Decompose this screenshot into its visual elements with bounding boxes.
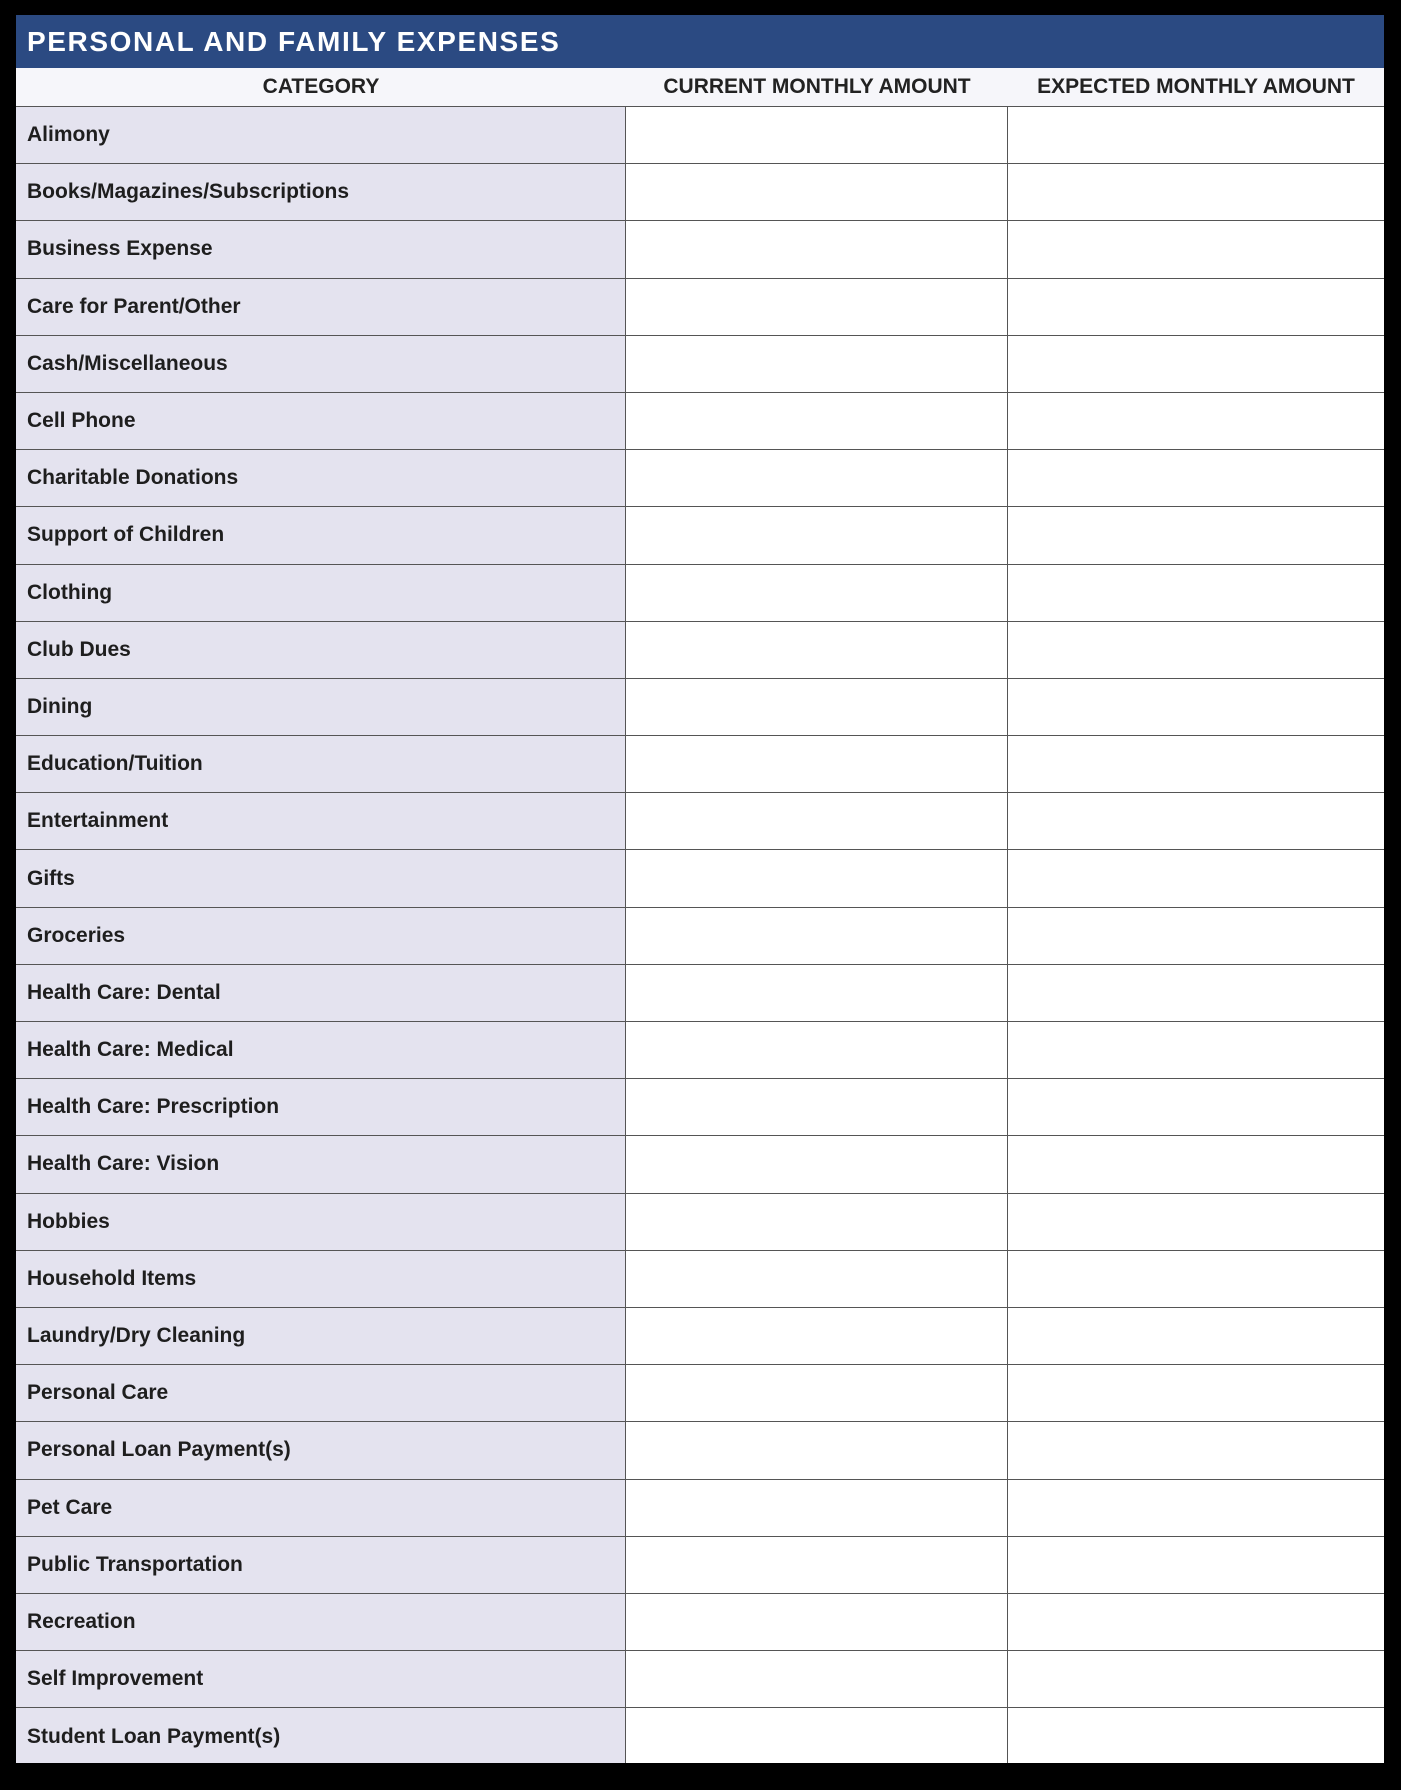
- expense-worksheet: [16, 15, 1384, 1763]
- expected-monthly-amount-cell[interactable]: [1008, 679, 1384, 735]
- current-monthly-amount-cell[interactable]: [626, 1194, 1008, 1250]
- category-label: Recreation: [16, 1594, 626, 1650]
- category-label: Club Dues: [16, 622, 626, 678]
- expected-monthly-amount-cell[interactable]: [1008, 793, 1384, 849]
- table-row: [16, 1022, 1384, 1079]
- category-label: Support of Children: [16, 507, 626, 563]
- expected-monthly-amount-cell[interactable]: [1008, 279, 1384, 335]
- expected-monthly-amount-cell[interactable]: [1008, 1422, 1384, 1478]
- expected-monthly-amount-cell[interactable]: [1008, 1365, 1384, 1421]
- table-row: [16, 965, 1384, 1022]
- category-label: Cell Phone: [16, 393, 626, 449]
- category-label: Laundry/Dry Cleaning: [16, 1308, 626, 1364]
- table-row: [16, 1651, 1384, 1708]
- expected-monthly-amount-cell[interactable]: [1008, 908, 1384, 964]
- table-row: [16, 622, 1384, 679]
- current-monthly-amount-cell[interactable]: [626, 1022, 1008, 1078]
- current-monthly-amount-cell[interactable]: [626, 393, 1008, 449]
- expected-monthly-amount-cell[interactable]: [1008, 736, 1384, 792]
- current-monthly-amount-cell[interactable]: [626, 450, 1008, 506]
- current-monthly-amount-cell[interactable]: [626, 1365, 1008, 1421]
- category-label: Dining: [16, 679, 626, 735]
- table-body: [16, 107, 1384, 1763]
- expected-monthly-amount-cell[interactable]: [1008, 622, 1384, 678]
- category-label: Clothing: [16, 565, 626, 621]
- page-title: PERSONAL AND FAMILY EXPENSES: [27, 25, 561, 57]
- current-monthly-amount-cell[interactable]: [626, 1651, 1008, 1707]
- current-monthly-amount-cell[interactable]: [626, 736, 1008, 792]
- category-label: Gifts: [16, 850, 626, 906]
- table-row: [16, 164, 1384, 221]
- table-row: [16, 1594, 1384, 1651]
- category-label: Cash/Miscellaneous: [16, 336, 626, 392]
- table-row: [16, 107, 1384, 164]
- category-label: Books/Magazines/Subscriptions: [16, 164, 626, 220]
- current-monthly-amount-cell[interactable]: [626, 1136, 1008, 1192]
- expected-monthly-amount-cell[interactable]: [1008, 965, 1384, 1021]
- expected-monthly-amount-cell[interactable]: [1008, 1079, 1384, 1135]
- current-monthly-amount-cell[interactable]: [626, 336, 1008, 392]
- category-label: Health Care: Vision: [16, 1136, 626, 1192]
- current-monthly-amount-cell[interactable]: [626, 965, 1008, 1021]
- table-row: [16, 1708, 1384, 1763]
- table-row: [16, 850, 1384, 907]
- table-row: [16, 1194, 1384, 1251]
- column-header-expected-monthly-amount: EXPECTED MONTHLY AMOUNT: [1037, 75, 1355, 98]
- expected-monthly-amount-cell[interactable]: [1008, 1251, 1384, 1307]
- expected-monthly-amount-cell[interactable]: [1008, 1708, 1384, 1763]
- table-row: [16, 908, 1384, 965]
- expected-monthly-amount-cell[interactable]: [1008, 164, 1384, 220]
- category-label: Health Care: Medical: [16, 1022, 626, 1078]
- table-row: [16, 1136, 1384, 1193]
- table-row: [16, 793, 1384, 850]
- current-monthly-amount-cell[interactable]: [626, 1308, 1008, 1364]
- expected-monthly-amount-cell[interactable]: [1008, 850, 1384, 906]
- current-monthly-amount-cell[interactable]: [626, 850, 1008, 906]
- expected-monthly-amount-cell[interactable]: [1008, 107, 1384, 163]
- category-label: Self Improvement: [16, 1651, 626, 1707]
- table-row: [16, 1079, 1384, 1136]
- expected-monthly-amount-cell[interactable]: [1008, 393, 1384, 449]
- current-monthly-amount-cell[interactable]: [626, 1079, 1008, 1135]
- expected-monthly-amount-cell[interactable]: [1008, 1022, 1384, 1078]
- category-label: Care for Parent/Other: [16, 279, 626, 335]
- expected-monthly-amount-cell[interactable]: [1008, 336, 1384, 392]
- current-monthly-amount-cell[interactable]: [626, 221, 1008, 277]
- category-label: Health Care: Prescription: [16, 1079, 626, 1135]
- category-label: Charitable Donations: [16, 450, 626, 506]
- table-row: [16, 450, 1384, 507]
- category-label: Public Transportation: [16, 1537, 626, 1593]
- current-monthly-amount-cell[interactable]: [626, 107, 1008, 163]
- current-monthly-amount-cell[interactable]: [626, 793, 1008, 849]
- table-row: [16, 1537, 1384, 1594]
- expected-monthly-amount-cell[interactable]: [1008, 1651, 1384, 1707]
- category-label: Household Items: [16, 1251, 626, 1307]
- expected-monthly-amount-cell[interactable]: [1008, 565, 1384, 621]
- table-row: [16, 679, 1384, 736]
- table-header: [16, 68, 1384, 107]
- current-monthly-amount-cell[interactable]: [626, 164, 1008, 220]
- table-row: [16, 565, 1384, 622]
- current-monthly-amount-cell[interactable]: [626, 679, 1008, 735]
- table-row: [16, 1422, 1384, 1479]
- table-row: [16, 507, 1384, 564]
- table-row: [16, 1308, 1384, 1365]
- category-label: Entertainment: [16, 793, 626, 849]
- expected-monthly-amount-cell[interactable]: [1008, 450, 1384, 506]
- expected-monthly-amount-cell[interactable]: [1008, 1136, 1384, 1192]
- current-monthly-amount-cell[interactable]: [626, 1422, 1008, 1478]
- current-monthly-amount-cell[interactable]: [626, 1708, 1008, 1763]
- table-row: [16, 1480, 1384, 1537]
- current-monthly-amount-cell[interactable]: [626, 622, 1008, 678]
- current-monthly-amount-cell[interactable]: [626, 565, 1008, 621]
- category-label: Health Care: Dental: [16, 965, 626, 1021]
- current-monthly-amount-cell[interactable]: [626, 908, 1008, 964]
- table-row: [16, 279, 1384, 336]
- expected-monthly-amount-cell[interactable]: [1008, 1308, 1384, 1364]
- table-row: [16, 221, 1384, 278]
- category-label: Personal Care: [16, 1365, 626, 1421]
- expected-monthly-amount-cell[interactable]: [1008, 1537, 1384, 1593]
- current-monthly-amount-cell[interactable]: [626, 507, 1008, 563]
- current-monthly-amount-cell[interactable]: [626, 1594, 1008, 1650]
- table-row: [16, 1251, 1384, 1308]
- table-row: [16, 336, 1384, 393]
- category-label: Pet Care: [16, 1480, 626, 1536]
- table-row: [16, 1365, 1384, 1422]
- expected-monthly-amount-cell[interactable]: [1008, 507, 1384, 563]
- expected-monthly-amount-cell[interactable]: [1008, 1480, 1384, 1536]
- current-monthly-amount-cell[interactable]: [626, 1480, 1008, 1536]
- category-label: Personal Loan Payment(s): [16, 1422, 626, 1478]
- current-monthly-amount-cell[interactable]: [626, 1537, 1008, 1593]
- current-monthly-amount-cell[interactable]: [626, 1251, 1008, 1307]
- column-header-current-monthly-amount: CURRENT MONTHLY AMOUNT: [663, 75, 971, 98]
- current-monthly-amount-cell[interactable]: [626, 279, 1008, 335]
- title-bar: [16, 15, 1384, 68]
- category-label: Business Expense: [16, 221, 626, 277]
- table-row: [16, 393, 1384, 450]
- category-label: Alimony: [16, 107, 626, 163]
- category-label: Hobbies: [16, 1194, 626, 1250]
- expected-monthly-amount-cell[interactable]: [1008, 1594, 1384, 1650]
- table-row: [16, 736, 1384, 793]
- category-label: Student Loan Payment(s): [16, 1708, 626, 1763]
- category-label: Groceries: [16, 908, 626, 964]
- expected-monthly-amount-cell[interactable]: [1008, 1194, 1384, 1250]
- column-header-category: CATEGORY: [262, 75, 380, 98]
- category-label: Education/Tuition: [16, 736, 626, 792]
- expected-monthly-amount-cell[interactable]: [1008, 221, 1384, 277]
